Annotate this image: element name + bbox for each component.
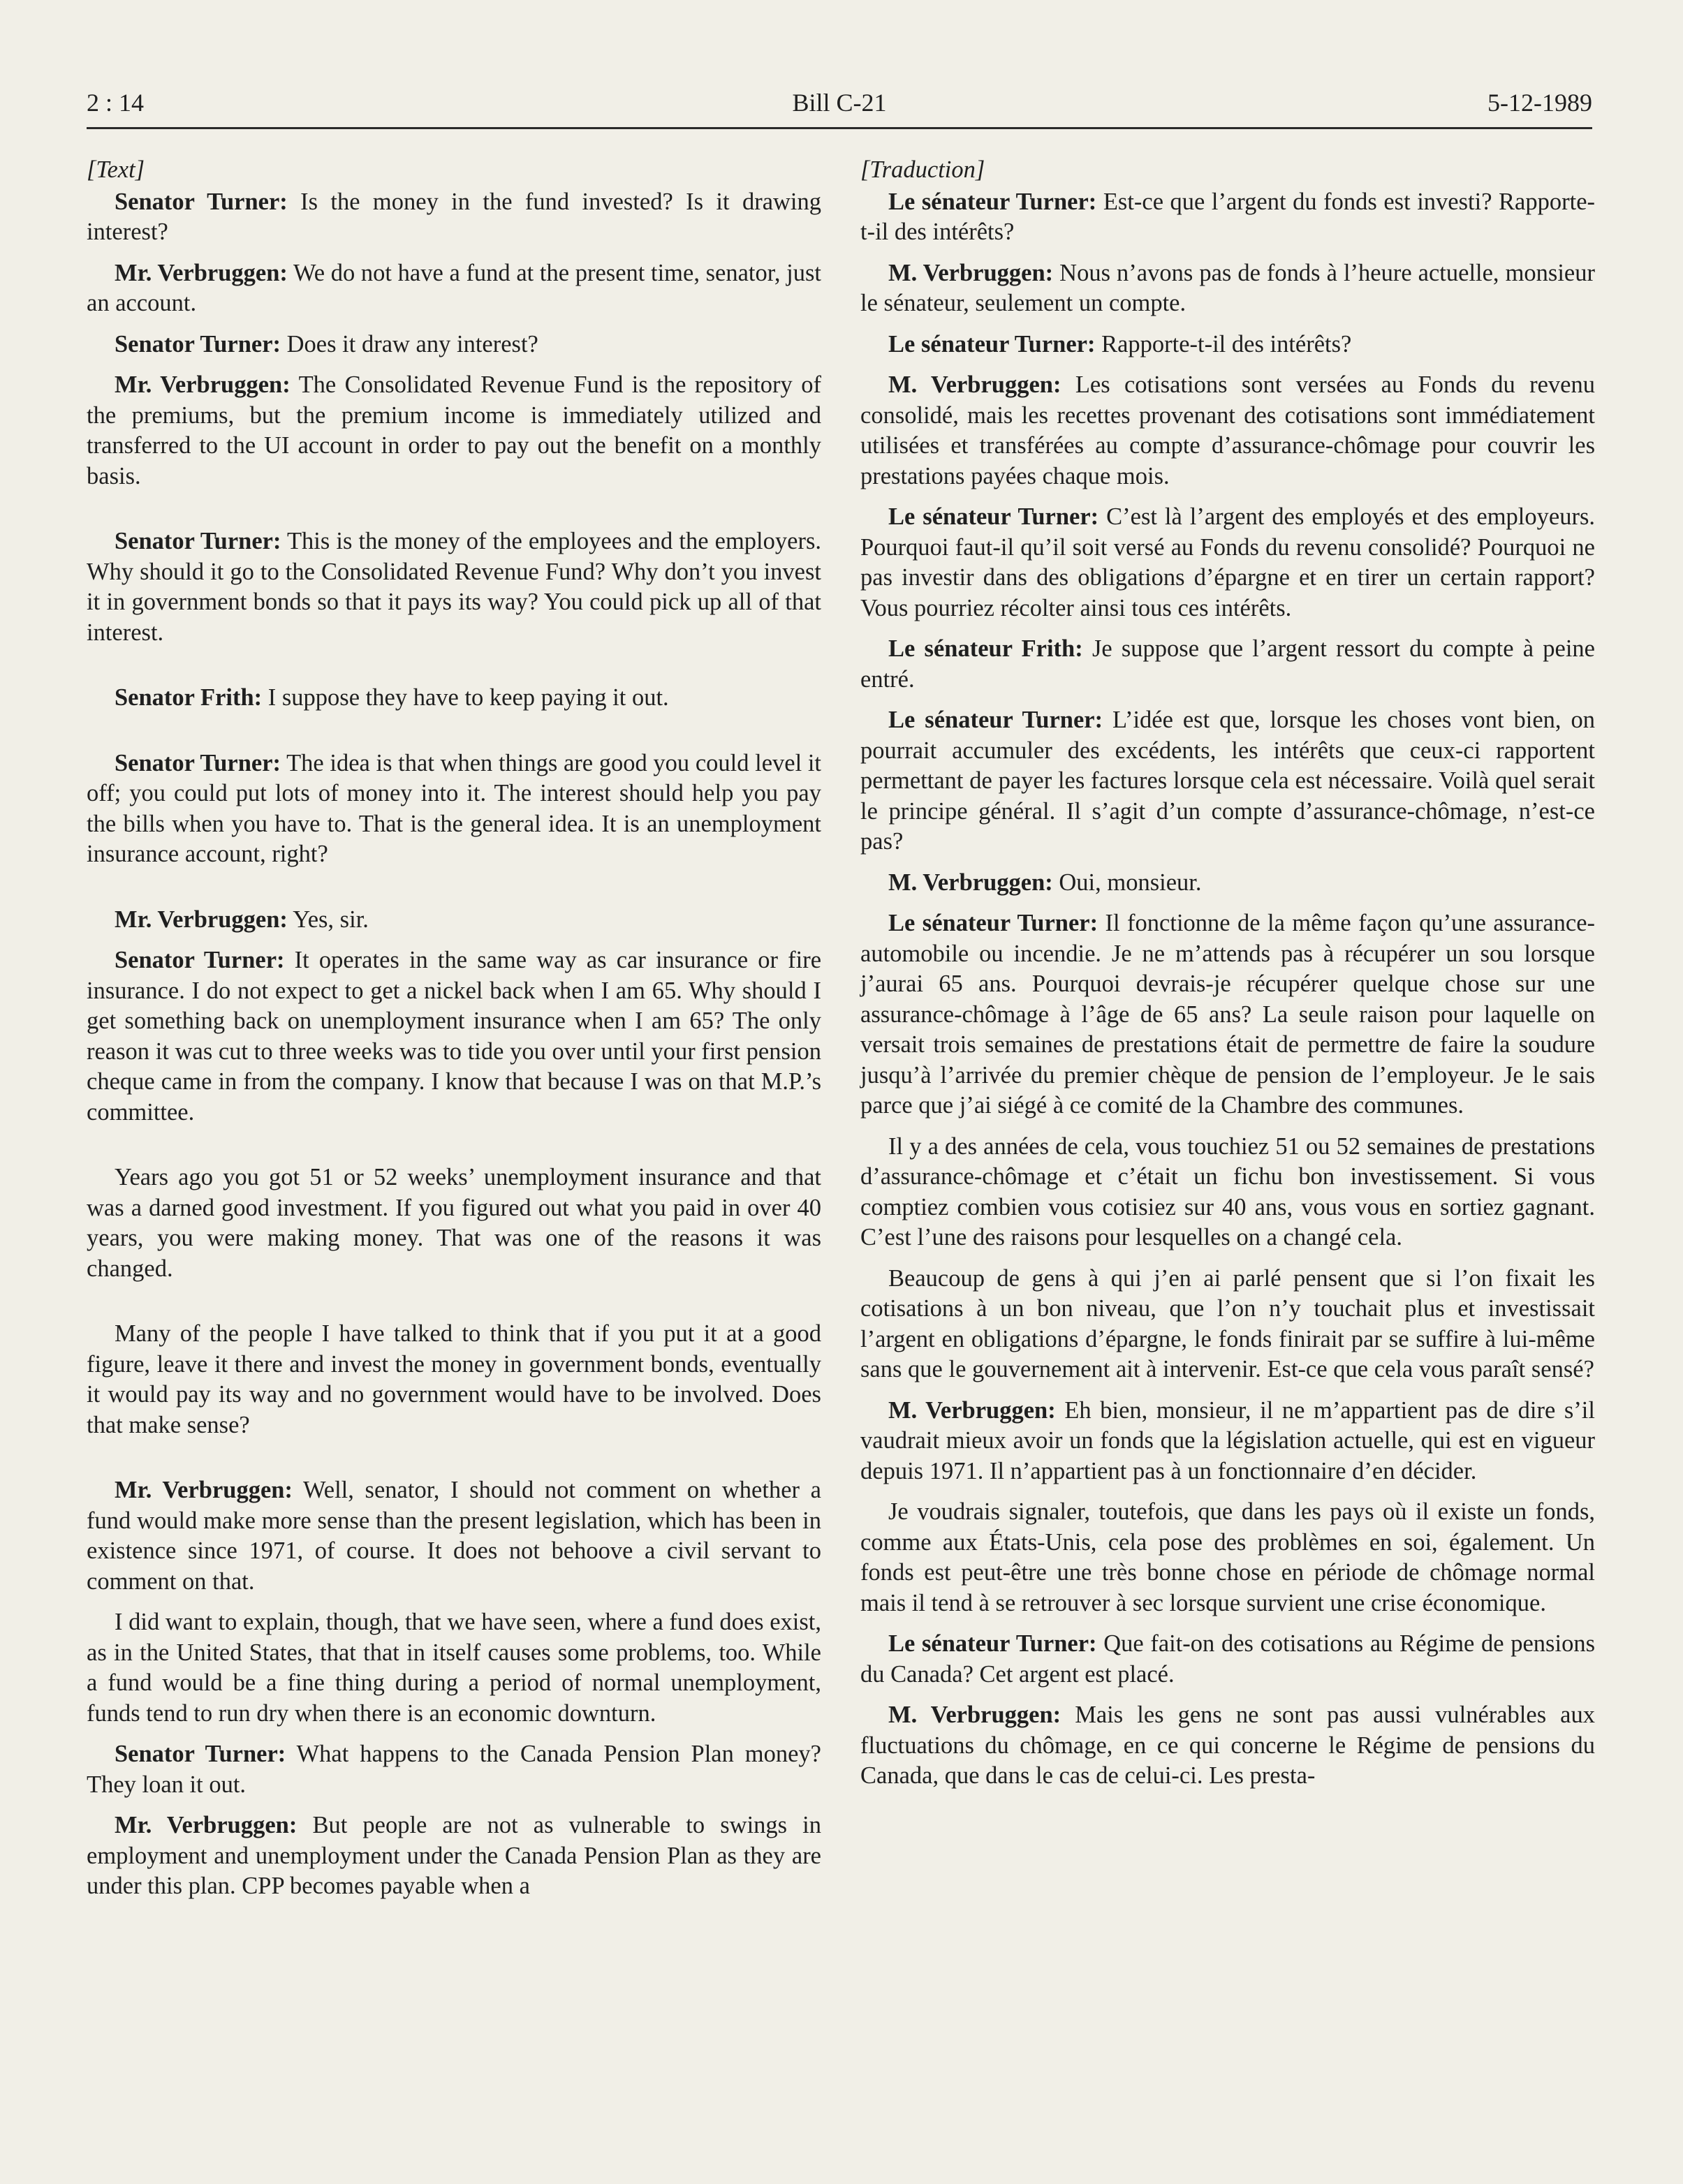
speech: The Consolidated Revenue Fund is the repository of the premiums, but the premium income is immediately utilized and transferred to the UI account in order to pay out the benefit on a monthly basis.: [87, 371, 821, 489]
speech: This is the money of the employees and the employers. Why should it go to the Consolidated Revenue Fund? Why don’t you invest it in government bonds so that it pays its way? You could pick up all of that interest.: [87, 528, 821, 646]
paragraph: [87, 1810, 821, 1902]
paragraph: [87, 1163, 821, 1284]
paragraph: [87, 748, 821, 870]
speech: Years ago you got 51 or 52 weeks’ unemployment insurance and that was a darned good investment. If you figured out what you paid in over 40 years, you were making money. That was one of the reasons it was changed.: [87, 1164, 821, 1282]
speaker: M. Verbruggen:: [888, 1702, 1061, 1728]
paragraph: [860, 258, 1595, 319]
paragraph: [860, 187, 1595, 248]
paragraph: [860, 1700, 1595, 1792]
speaker: Senator Turner:: [115, 528, 281, 554]
page-header: [87, 82, 1592, 129]
speech: Rapporte-t-il des intérêts?: [1095, 330, 1352, 357]
bill-title: Bill C-21: [792, 89, 887, 117]
speech: We do not have a fund at the present time, senator, just an account.: [87, 259, 821, 316]
english-column: [87, 155, 821, 1912]
paragraph: [860, 1497, 1595, 1618]
speaker: M. Verbruggen:: [888, 869, 1053, 896]
paragraph: [860, 1629, 1595, 1690]
speaker: Senator Frith:: [115, 684, 263, 711]
paragraph: [87, 1319, 821, 1440]
text-tag: [Text]: [87, 156, 145, 183]
sitting-date: 5-12-1989: [1487, 89, 1592, 117]
paragraph: [860, 634, 1595, 695]
speech: Je voudrais signaler, toutefois, que dans les pays où il existe un fonds, comme aux États-Unis, cela pose des problèmes en soi, également. Un fonds est peut-être une très bonne chose en période de chômage normal mais il tend à se retrouver à sec lorsque survient une crise économique.: [860, 1498, 1595, 1616]
paragraph: [87, 370, 821, 492]
speaker: Senator Turner:: [115, 1741, 286, 1767]
speaker: Senator Turner:: [115, 330, 281, 357]
speech: Est-ce que l’argent du fonds est investi? Rapporte-t-il des intérêts?: [860, 188, 1595, 245]
page-number: 2 : 14: [87, 89, 145, 117]
speaker: Le sénateur Turner:: [888, 1630, 1097, 1657]
speech: Il fonctionne de la même façon qu’une assurance-automobile ou incendie. Je ne m’attends pas à récupérer un sou lorsque j’aurai 65 ans. Pourquoi devrais-je récupérer quelque chose sur une assurance-chômage à l’âge de 65 ans? La seule raison pour laquelle on versait trois semaines de prestations était de permettre de faire la soudure jusqu’à l’arrivée du premier chèque de pension de l’employeur. Je le sais parce que j’ai siégé à ce comité de la Chambre des communes.: [860, 910, 1595, 1119]
paragraph: [860, 868, 1595, 899]
speaker: M. Verbruggen:: [888, 259, 1054, 286]
speech: Yes, sir.: [287, 906, 369, 933]
paragraph: [860, 1264, 1595, 1385]
speaker: Mr. Verbruggen:: [115, 1812, 297, 1838]
paragraph: [860, 502, 1595, 624]
paragraph: [87, 905, 821, 936]
paragraph: [87, 187, 821, 248]
paragraph: [87, 1739, 821, 1800]
speaker: Le sénateur Turner:: [888, 707, 1103, 733]
paragraph: [87, 945, 821, 1128]
speaker: Senator Turner:: [115, 749, 281, 776]
paragraph: [860, 705, 1595, 857]
speech: Oui, monsieur.: [1052, 869, 1202, 896]
paragraph: [860, 1396, 1595, 1487]
paragraph: [87, 1475, 821, 1597]
speech: Beaucoup de gens à qui j’en ai parlé pensent que si l’on fixait les cotisations à un bon niveau, que l’on n’y touchait plus et investissait l’argent en obligations d’épargne, le fonds finirait par se suffire à lui-même sans que le gouvernement ait à intervenir. Est-ce que cela vous paraît sensé?: [860, 1264, 1595, 1382]
speech: Nous n’avons pas de fonds à l’heure actuelle, monsieur le sénateur, seulement un compte.: [860, 259, 1595, 316]
speaker: Senator Turner:: [115, 947, 285, 973]
speech: Does it draw any interest?: [281, 330, 538, 357]
paragraph: [860, 370, 1595, 492]
speech: Many of the people I have talked to think that if you put it at a good figure, leave it there and invest the money in government bonds, eventually it would pay its way and no government would have to be involved. Does that make sense?: [87, 1320, 821, 1438]
speaker: Mr. Verbruggen:: [115, 906, 288, 933]
paragraph: [87, 683, 821, 714]
speech: I did want to explain, though, that we have seen, where a fund does exist, as in the United States, that that in itself causes some problems, too. While a fund would be a fine thing during a period of normal unemployment, funds tend to run dry when there is an economic downturn.: [87, 1609, 821, 1727]
speaker: M. Verbruggen:: [888, 1396, 1056, 1424]
speech: Well, senator, I should not comment on whether a fund would make more sense than the present legislation, which has been in existence since 1971, of course. It does not behoove a civil servant to comment on that.: [87, 1477, 821, 1595]
traduction-tag: [Traduction]: [860, 156, 985, 183]
speaker: Mr. Verbruggen:: [115, 1477, 293, 1503]
speech: C’est là l’argent des employés et des employeurs. Pourquoi faut-il qu’il soit versé au Fonds du revenu consolidé? Pourquoi ne pas investir dans des obligations d’épargne et en tirer un certain rapport? Vous pourriez récolter ainsi tous ces intérêts.: [860, 503, 1595, 621]
speaker: Le sénateur Turner:: [888, 188, 1097, 215]
speech: It operates in the same way as car insurance or fire insurance. I do not expect to get a nickel back when I am 65. Why should I get something back on unemployment insurance when I am 65? The only reason it was cut to three weeks was to tide you over until your first pension cheque came in from the company. I know that because I was on that M.P.’s committee.: [87, 947, 822, 1126]
speech: Is the money in the fund invested? Is it drawing interest?: [87, 188, 822, 245]
paragraph: [860, 330, 1595, 360]
speaker: M. Verbruggen:: [888, 371, 1061, 398]
speech: Les cotisations sont versées au Fonds du revenu consolidé, mais les recettes provenant des cotisations sont immédiatement utilisées et transférées au compte d’assurance-chômage pour couvrir les prestations payées chaque mois.: [860, 371, 1595, 489]
paragraph: [860, 1132, 1595, 1253]
speaker: Le sénateur Turner:: [888, 330, 1096, 357]
speech: Il y a des années de cela, vous touchiez 51 ou 52 semaines de prestations d’assurance-chômage et c’était un fichu bon investissement. Si vous comptiez combien vous cotisiez sur 40 ans, vous vous en sortiez gagnant. C’est l’une des raisons pour lesquelles on a changé cela.: [860, 1132, 1595, 1250]
speaker: Le sénateur Turner:: [888, 910, 1098, 936]
paragraph: [87, 526, 821, 648]
speech: Eh bien, monsieur, il ne m’appartient pas de dire s’il vaudrait mieux avoir un fonds que la législation actuelle, qui est en vigueur depuis 1971. Il n’appartient pas à un fonctionnaire d’en décider.: [860, 1396, 1595, 1484]
speech: But people are not as vulnerable to swings in employment and unemployment under the Canada Pension Plan as they are under this plan. CPP becomes payable when a: [87, 1812, 821, 1899]
speech: Que fait-on des cotisations au Régime de pensions du Canada? Cet argent est placé.: [860, 1630, 1595, 1688]
speaker: Mr. Verbruggen:: [115, 371, 291, 398]
speech: Mais les gens ne sont pas aussi vulnérables aux fluctuations du chômage, en ce qui concerne le Régime de pensions du Canada, que dans le cas de celui-ci. Les presta-: [860, 1702, 1595, 1789]
speech: I suppose they have to keep paying it out.: [262, 684, 669, 711]
french-column: [860, 155, 1595, 1802]
paragraph: [87, 1607, 821, 1729]
paragraph: [860, 908, 1595, 1121]
speaker: Mr. Verbruggen:: [115, 259, 288, 286]
speech: L’idée est que, lorsque les choses vont bien, on pourrait accumuler des excédents, les intérêts que ceux-ci rapportent permettant de payer les factures lorsque cela est nécessaire. Voilà quel serait le principe général. Il s’agit d’un compte d’assurance-chômage, n’est-ce pas?: [860, 707, 1596, 855]
paragraph: [87, 258, 821, 319]
speech: What happens to the Canada Pension Plan money? They loan it out.: [87, 1741, 821, 1798]
paragraph: [87, 330, 821, 360]
speaker: Senator Turner:: [115, 188, 288, 215]
speaker: Le sénateur Turner:: [888, 503, 1099, 530]
speaker: Le sénateur Frith:: [888, 635, 1083, 662]
speech: The idea is that when things are good you could level it off; you could put lots of money into it. The interest should help you pay the bills when you have to. That is the general idea. It is an unemployment insurance account, right?: [87, 749, 822, 867]
speech: Je suppose que l’argent ressort du compte à peine entré.: [860, 635, 1595, 693]
